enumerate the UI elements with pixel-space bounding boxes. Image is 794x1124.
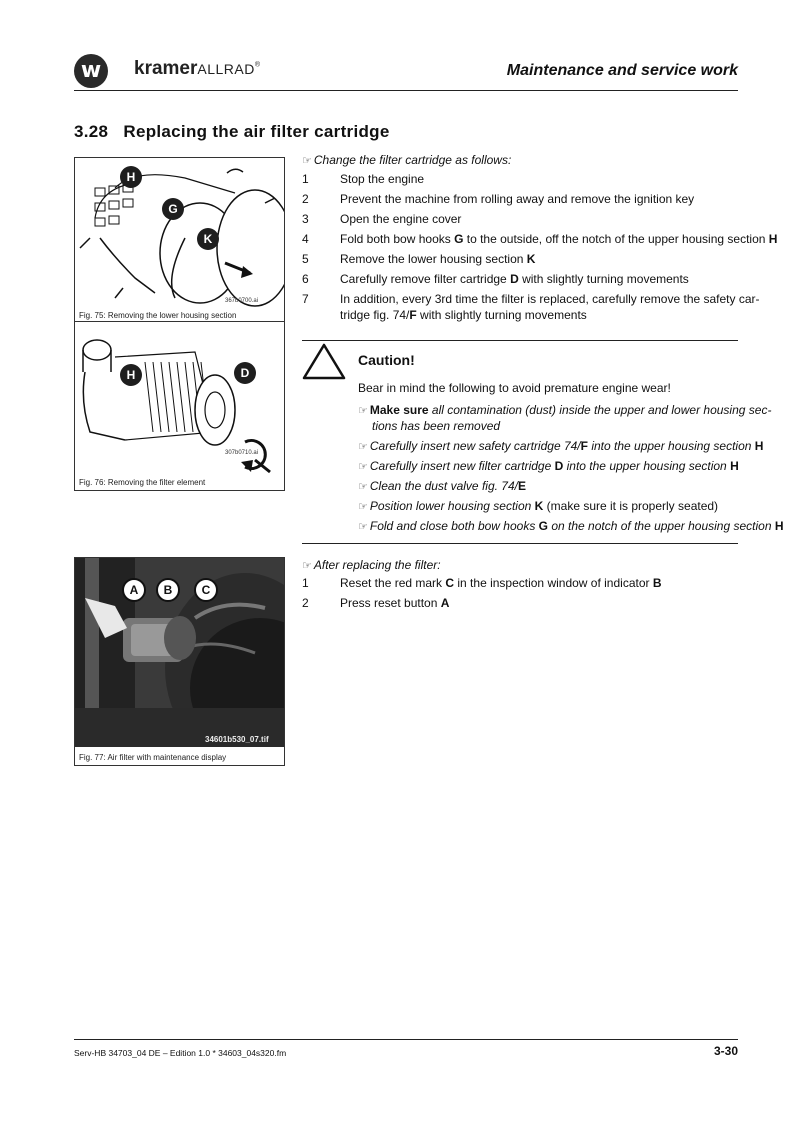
figure-77	[74, 557, 285, 766]
caution-item: ☞ Make sure all contamination (dust) inside the upper and lower housing sec-	[358, 403, 772, 417]
step-text: Remove the lower housing section K	[340, 252, 536, 266]
caution-item: ☞ Carefully insert new safety cartridge 74/F into the upper housing section H	[358, 439, 764, 453]
step-text: Stop the engine	[340, 172, 425, 186]
step-text: Prevent the machine from rolling away and remove the ignition key	[340, 192, 695, 206]
step-number: 2	[302, 596, 309, 610]
warning-triangle-icon	[302, 342, 346, 380]
section-title: 3.28 Replacing the air filter cartridge	[74, 122, 390, 141]
callout-h: H	[120, 166, 142, 188]
footer-divider	[74, 1039, 738, 1040]
callout-g: G	[162, 198, 184, 220]
callout-a: A	[122, 578, 146, 602]
caution-intro: Bear in mind the following to avoid premature engine wear!	[358, 381, 671, 395]
step-text: Open the engine cover	[340, 212, 462, 226]
pointing-hand-icon: ☞	[358, 440, 368, 453]
caution-item: ☞ Carefully insert new filter cartridge D into the upper housing section H	[358, 459, 739, 473]
step-number: 5	[302, 252, 309, 266]
header-divider	[74, 90, 738, 91]
caution-item-cont: tions has been removed	[372, 419, 501, 433]
step-number: 3	[302, 212, 309, 226]
brand-name: kramerALLRAD®	[134, 58, 261, 79]
step-text: Fold both bow hooks G to the outside, off the notch of the upper housing section H	[340, 232, 778, 246]
step-text: In addition, every 3rd time the filter is replaced, carefully remove the safety car-	[340, 292, 760, 306]
figure-id: 367b0700.ai	[225, 298, 259, 304]
callout-b: B	[156, 578, 180, 602]
step-number: 2	[302, 192, 309, 206]
figure-caption: Fig. 75: Removing the lower housing section	[79, 311, 237, 320]
step-text: Press reset button A	[340, 596, 450, 610]
figure-id: 307b0710.ai	[225, 450, 259, 456]
figure-75	[74, 157, 285, 324]
pointing-hand-icon: ☞	[302, 154, 312, 167]
caution-item: ☞ Fold and close both bow hooks G on the notch of the upper housing section H	[358, 519, 784, 533]
callout-d: D	[234, 362, 256, 384]
step-number: 1	[302, 576, 309, 590]
figure-caption: Fig. 77: Air filter with maintenance display	[79, 753, 227, 762]
caution-divider-top	[302, 340, 738, 341]
step-number: 7	[302, 292, 309, 306]
step-number: 1	[302, 172, 309, 186]
step-text-cont: tridge fig. 74/F with slightly turning movements	[340, 308, 587, 322]
page-number: 3-30	[713, 1044, 738, 1058]
pointing-hand-icon: ☞	[302, 559, 312, 572]
step-text: Carefully remove filter cartridge D with slightly turning movements	[340, 272, 689, 286]
pointing-hand-icon: ☞	[358, 480, 368, 493]
figure-caption: Fig. 76: Removing the filter element	[79, 478, 206, 487]
header-title: Maintenance and service work	[506, 62, 738, 79]
change-intro: ☞ Change the filter cartridge as follows:	[302, 153, 512, 167]
caution-divider-bottom	[302, 543, 738, 544]
step-number: 4	[302, 232, 309, 246]
step-text: Reset the red mark C in the inspection window of indicator B	[340, 576, 662, 590]
after-intro: ☞ After replacing the filter:	[302, 558, 441, 572]
filter-element-illustration	[75, 322, 284, 490]
caution-title: Caution!	[358, 352, 415, 368]
pointing-hand-icon: ☞	[358, 404, 368, 417]
callout-h: H	[120, 364, 142, 386]
pointing-hand-icon: ☞	[358, 460, 368, 473]
callout-k: K	[197, 228, 219, 250]
kramer-logo: w	[74, 54, 108, 88]
figure-76	[74, 321, 285, 491]
step-number: 6	[302, 272, 309, 286]
caution-item: ☞ Position lower housing section K (make sure it is properly seated)	[358, 499, 719, 513]
callout-c: C	[194, 578, 218, 602]
caution-item: ☞ Clean the dust valve fig. 74/E	[358, 479, 526, 493]
figure-id: 34601b530_07.tif	[205, 735, 269, 744]
pointing-hand-icon: ☞	[358, 520, 368, 533]
pointing-hand-icon: ☞	[358, 500, 368, 513]
footer-doc-id: Serv-HB 34703_04 DE – Edition 1.0 * 34603_04s320.fm	[74, 1048, 287, 1058]
